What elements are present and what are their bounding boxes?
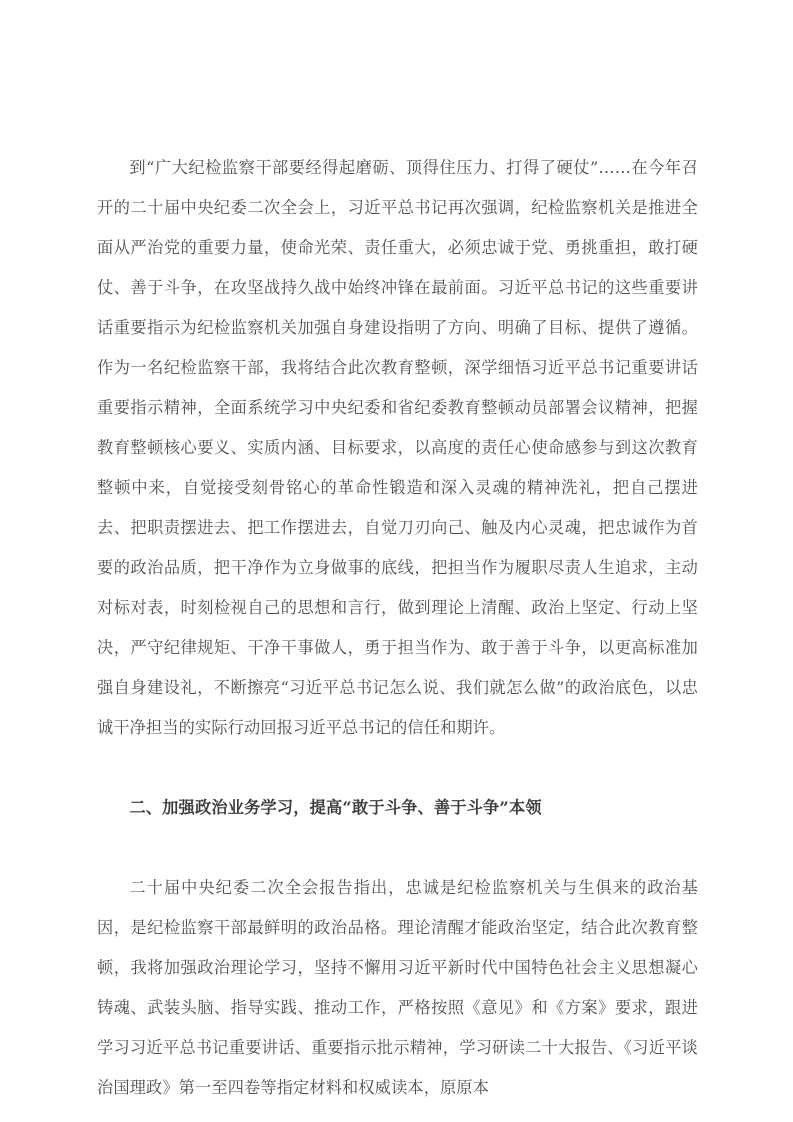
body-paragraph-2: 二十届中央纪委二次全会报告指出，忠诚是纪检监察机关与生俱来的政治基因，是纪检监察干部最鲜明的政治品格。理论清醒才能政治坚定，结合此次教育整顿，我将加强政治理论学习，坚持不懈用习近平新时代中国特色社会主义思想凝心铸魂、武装头脑、指导实践、推动工作，严格按照《意见》和《方案》要求，跟进学习习近平总书记重要讲话、重要指示批示精神，学习研读二十大报告、《习近平谈治国理政》第一至四卷等指定材料和权威读本，原原本 — [97, 878, 698, 1097]
document-body — [97, 148, 698, 1108]
body-paragraph-1: 到“广大纪检监察干部要经得起磨砺、顶得住压力、打得了硬仗”……在今年召开的二十届中央纪委二次全会上，习近平总书记再次强调，纪检监察机关是推进全面从严治党的重要力量，使命光荣、责任重大，必须忠诚于党、勇挑重担，敢打硬仗、善于斗争，在攻坚战持久战中始终冲锋在最前面。习近平总书记的这些重要讲话重要指示为纪检监察机关加强自身建设指明了方向、明确了目标、提供了遵循。作为一名纪检监察干部，我将结合此次教育整顿，深学细悟习近平总书记重要讲话重要指示精神，全面系统学习中央纪委和省纪委教育整顿动员部署会议精神，把握教育整顿核心要义、实质内涵、目标要求，以高度的责任心使命感参与到这次教育整顿中来，自觉接受刻骨铭心的革命性锻造和深入灵魂的精神洗礼，把自己摆进去、把职责摆进去、把工作摆进去，自觉刀刃向己、触及内心灵魂，把忠诚作为首要的政治品质，把干净作为立身做事的底线，把担当作为履职尽责人生追求，主动对标对表，时刻检视自己的思想和言行，做到理论上清醒、政治上坚定、行动上坚决，严守纪律规矩、干净干事做人，勇于担当作为、敢于善于斗争，以更高标准加强自身建设礼，不断擦亮“习近平总书记怎么说、我们就怎么做”的政治底色，以忠诚干净担当的实际行动回报习近平总书记的信任和期许。 — [97, 158, 698, 737]
section-heading-2: 二、加强政治业务学习，提高“敢于斗争、善于斗争”本领 — [129, 798, 542, 817]
paragraph-spacer — [97, 748, 698, 788]
heading-spacer — [97, 828, 698, 868]
